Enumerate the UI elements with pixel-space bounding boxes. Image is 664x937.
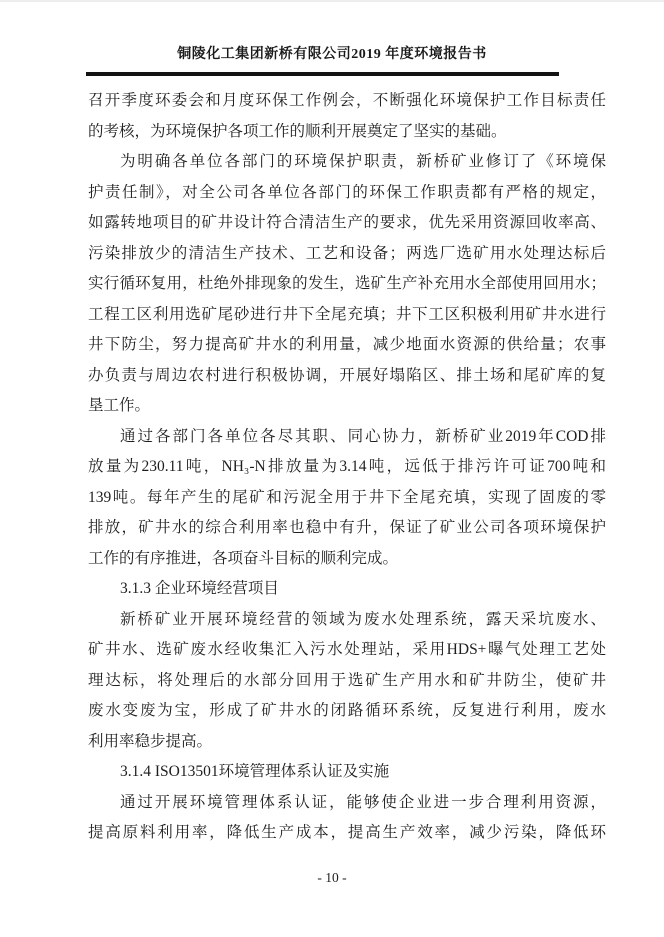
text-line: 矿井水、选矿废水经收集汇入污水处理站，采用HDS+曝气处理工艺处	[88, 641, 606, 658]
text-line: 通过开展环境管理体系认证，能够使企业进一步合理利用资源，	[120, 793, 606, 811]
text-line: 垦工作。	[88, 397, 151, 414]
text-line: 通过各部门各单位各尽其职、同心协力，新桥矿业2019年COD排	[120, 427, 606, 445]
page-body	[88, 86, 606, 849]
text-line: 理达标，将处理后的水部分回用于选矿生产用水和矿井防尘，使矿井	[88, 671, 606, 689]
page-number: - 10 -	[317, 870, 347, 885]
text-line: 井下防尘，努力提高矿井水的利用量，减少地面水资源的供给量；农事	[88, 336, 606, 353]
text-line: 139吨。每年产生的尾矿和污泥全用于井下全尾充填，实现了固废的零	[88, 488, 606, 506]
text-line: 利用率稳步提高。	[88, 732, 213, 750]
document-header-title: 铜陵化工集团新桥有限公司2019 年度环境报告书	[177, 47, 487, 62]
text-line: 实行循环复用，杜绝外排现象的发生，选矿生产补充用水全部使用回用水；	[88, 275, 606, 292]
text-line: 如露转地项目的矿井设计符合清洁生产的要求，优先采用资源回收率高、	[88, 214, 606, 231]
text-line: 污染排放少的清洁生产技术、工艺和设备；两选厂选矿用水处理达标后	[88, 244, 606, 262]
text-line: 新桥矿业开展环境经营的领域为废水处理系统，露天采坑废水、	[120, 610, 606, 628]
header-rule	[86, 72, 559, 76]
text-line: 召开季度环委会和月度环保工作例会，不断强化环境保护工作目标责任	[88, 92, 606, 109]
page-footer	[0, 870, 664, 886]
text-line: 办负责与周边农村进行积极协调，开展好塌陷区、排土场和尾矿库的复	[88, 366, 606, 384]
text-line: 工作的有序推进，各项奋斗目标的顺利完成。	[88, 549, 399, 567]
text-line: 工程工区利用选矿尾砂进行井下全尾充填；井下工区积极利用矿井水进行	[88, 305, 606, 323]
text-line: 放量为230.11吨，NH₃-N排放量为3.14吨，远低于排污许可证700吨和	[88, 458, 606, 475]
section-heading-line: 3.1.4 ISO13501环境管理体系认证及实施	[120, 763, 390, 780]
text-line: 的考核，为环境保护各项工作的顺利开展奠定了坚实的基础。	[88, 122, 507, 140]
text-line: 护责任制》，对全公司各单位各部门的环保工作职责都有严格的规定，	[88, 183, 606, 201]
text-line: 为明确各单位各部门的环境保护职责，新桥矿业修订了《环境保	[120, 153, 606, 170]
text-line: 提高原料利用率，降低生产成本，提高生产效率，减少污染，降低环	[88, 824, 606, 841]
text-line: 排放，矿井水的综合利用率也稳中有升，保证了矿业公司各项环境保护	[88, 519, 606, 536]
text-line: 废水变废为宝，形成了矿井水的闭路循环系统，反复进行利用，废水	[88, 702, 606, 719]
section-heading-line: 3.1.3 企业环境经营项目	[120, 580, 279, 597]
